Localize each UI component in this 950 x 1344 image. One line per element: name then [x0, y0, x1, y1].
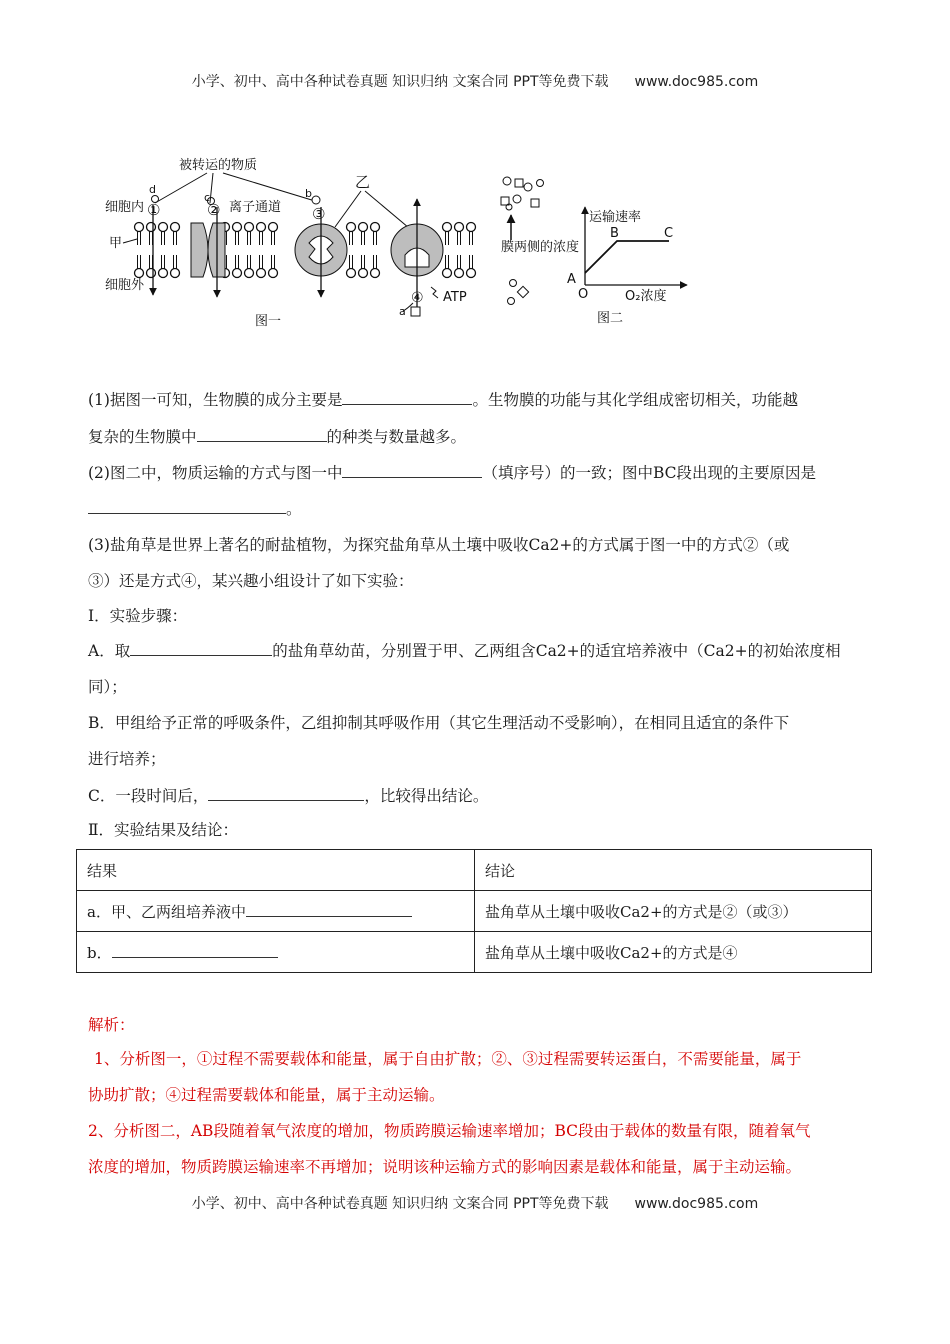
label-substance: 被转运的物质 — [179, 158, 258, 173]
q3-step-a-text: A．取 — [88, 642, 131, 660]
q1-line1 — [88, 390, 798, 410]
q2-blank-1[interactable] — [342, 463, 482, 478]
rate-graph — [567, 207, 687, 326]
graph-label-a: A — [567, 272, 576, 287]
q1-text-c: 复杂的生物膜中 — [88, 428, 197, 446]
label-outside: 细胞外 — [105, 278, 145, 293]
q2-blank-2[interactable] — [88, 499, 286, 514]
label-inside: 细胞内 — [105, 200, 145, 215]
graph-ylabel: 运输速率 — [589, 210, 642, 225]
table-blank-2[interactable] — [112, 943, 278, 958]
q3-step-a-line1 — [88, 641, 841, 661]
analysis-p1-line1: 1、分析图一，①过程不需要载体和能量，属于自由扩散；②、③过程需要转运蛋白，不需要能量，属于 — [94, 1050, 802, 1068]
page-footer — [0, 1193, 950, 1213]
table-row — [77, 932, 872, 973]
label-n2: ② — [207, 201, 221, 219]
label-atp: ATP — [443, 290, 467, 305]
q1-blank-1[interactable] — [342, 390, 472, 405]
label-yi: 乙 — [355, 173, 371, 191]
table-header-conclusion: 结论 — [475, 850, 872, 891]
table-cell-r2c2: 盐角草从土壤中吸收Ca2+的方式是④ — [475, 932, 872, 973]
table-row — [77, 891, 872, 932]
footer-site: www.doc985.com — [634, 1196, 759, 1212]
label-jia: 甲 — [109, 236, 123, 251]
header-text: 小学、初中、高中各种试卷真题 知识归纳 文案合同 PPT等免费下载 — [191, 74, 609, 90]
label-gradient: 膜两侧的浓度 — [501, 240, 580, 255]
footer-text: 小学、初中、高中各种试卷真题 知识归纳 文案合同 PPT等免费下载 — [191, 1196, 609, 1212]
q3-blank-a[interactable] — [130, 641, 272, 656]
analysis-p2-line2: 浓度的增加，物质跨膜运输速率不再增加；说明该种运输方式的影响因素是载体和能量，属于主动运输。 — [88, 1158, 802, 1176]
q3-results-heading: Ⅱ．实验结果及结论： — [88, 821, 239, 839]
q1-text-d: 的种类与数量越多。 — [326, 428, 467, 446]
q1-blank-2[interactable] — [197, 427, 327, 442]
analysis-p2-line1: 2、分析图二，AB段随着氧气浓度的增加，物质跨膜运输速率增加；BC段由于载体的数量有限，随着氧气 — [88, 1122, 811, 1140]
analysis-title: 解析： — [88, 1016, 135, 1034]
table-header-result: 结果 — [77, 850, 475, 891]
q1-line2 — [88, 427, 466, 447]
q2-text-a: (2)图二中，物质运输的方式与图一中 — [88, 464, 343, 482]
label-c: c — [204, 191, 211, 204]
caption-figure1: 图一 — [255, 314, 282, 329]
q3-steps-heading: Ⅰ．实验步骤： — [88, 607, 188, 625]
q1-text-a: (1)据图一可知，生物膜的成分主要是 — [88, 391, 343, 409]
q3-step-c-text-b: ，比较得出结论。 — [364, 787, 489, 805]
table-cell-r2c1 — [77, 932, 475, 973]
label-d: d — [149, 183, 156, 196]
label-n3: ③ — [312, 205, 326, 223]
q3-step-a-text-b: 的盐角草幼苗，分别置于甲、乙两组含Ca2+的适宜培养液中（Ca2+的初始浓度相 — [272, 642, 841, 660]
label-n1: ① — [147, 201, 161, 219]
caption-figure2: 图二 — [597, 311, 624, 326]
graph-label-c: C — [664, 226, 674, 241]
analysis-p1-line2: 协助扩散；④过程需要载体和能量，属于主动运输。 — [88, 1086, 445, 1104]
label-channel: 离子通道 — [229, 200, 282, 215]
q3-step-b-line1: B．甲组给予正常的呼吸条件，乙组抑制其呼吸作用（其它生理活动不受影响），在相同且适宜的条件下 — [88, 714, 790, 732]
header-site: www.doc985.com — [634, 74, 759, 90]
q2-line1 — [88, 463, 816, 483]
results-table — [76, 849, 872, 973]
graph-label-b: B — [610, 226, 619, 241]
q3-step-c-text: C．一段时间后， — [88, 787, 209, 805]
q3-step-c — [88, 786, 488, 806]
label-a: a — [399, 305, 406, 318]
page-header — [0, 71, 950, 91]
q3-blank-c[interactable] — [208, 786, 364, 801]
membrane-transport-figure — [95, 155, 695, 335]
table-blank-1[interactable] — [246, 902, 412, 917]
q3-line2: ③）还是方式④，某兴趣小组设计了如下实验： — [88, 572, 414, 590]
table-cell-r1c1 — [77, 891, 475, 932]
table-header-row — [77, 850, 872, 891]
q3-step-b-line2: 进行培养； — [88, 750, 166, 768]
q3-step-a-line2: 同）； — [88, 678, 127, 696]
label-n4: ④ — [411, 290, 424, 306]
graph-label-o: O — [578, 287, 589, 302]
q2-text-b: （填序号）的一致；图中BC段出现的主要原因是 — [482, 464, 817, 482]
r2c1-text: b． — [87, 943, 112, 962]
graph-xlabel: O₂浓度 — [625, 289, 667, 304]
q1-text-b: 。生物膜的功能与其化学组成密切相关，功能越 — [472, 391, 798, 409]
table-cell-r1c2: 盐角草从土壤中吸收Ca2+的方式是②（或③） — [475, 891, 872, 932]
q2-text-c: 。 — [286, 500, 302, 518]
q2-line2 — [88, 499, 302, 519]
r1c1-text: a．甲、乙两组培养液中 — [87, 902, 246, 921]
q3-line1: (3)盐角草是世界上著名的耐盐植物，为探究盐角草从土壤中吸收Ca2+的方式属于图一中的方式②（或 — [88, 536, 790, 554]
label-b: b — [305, 187, 312, 200]
